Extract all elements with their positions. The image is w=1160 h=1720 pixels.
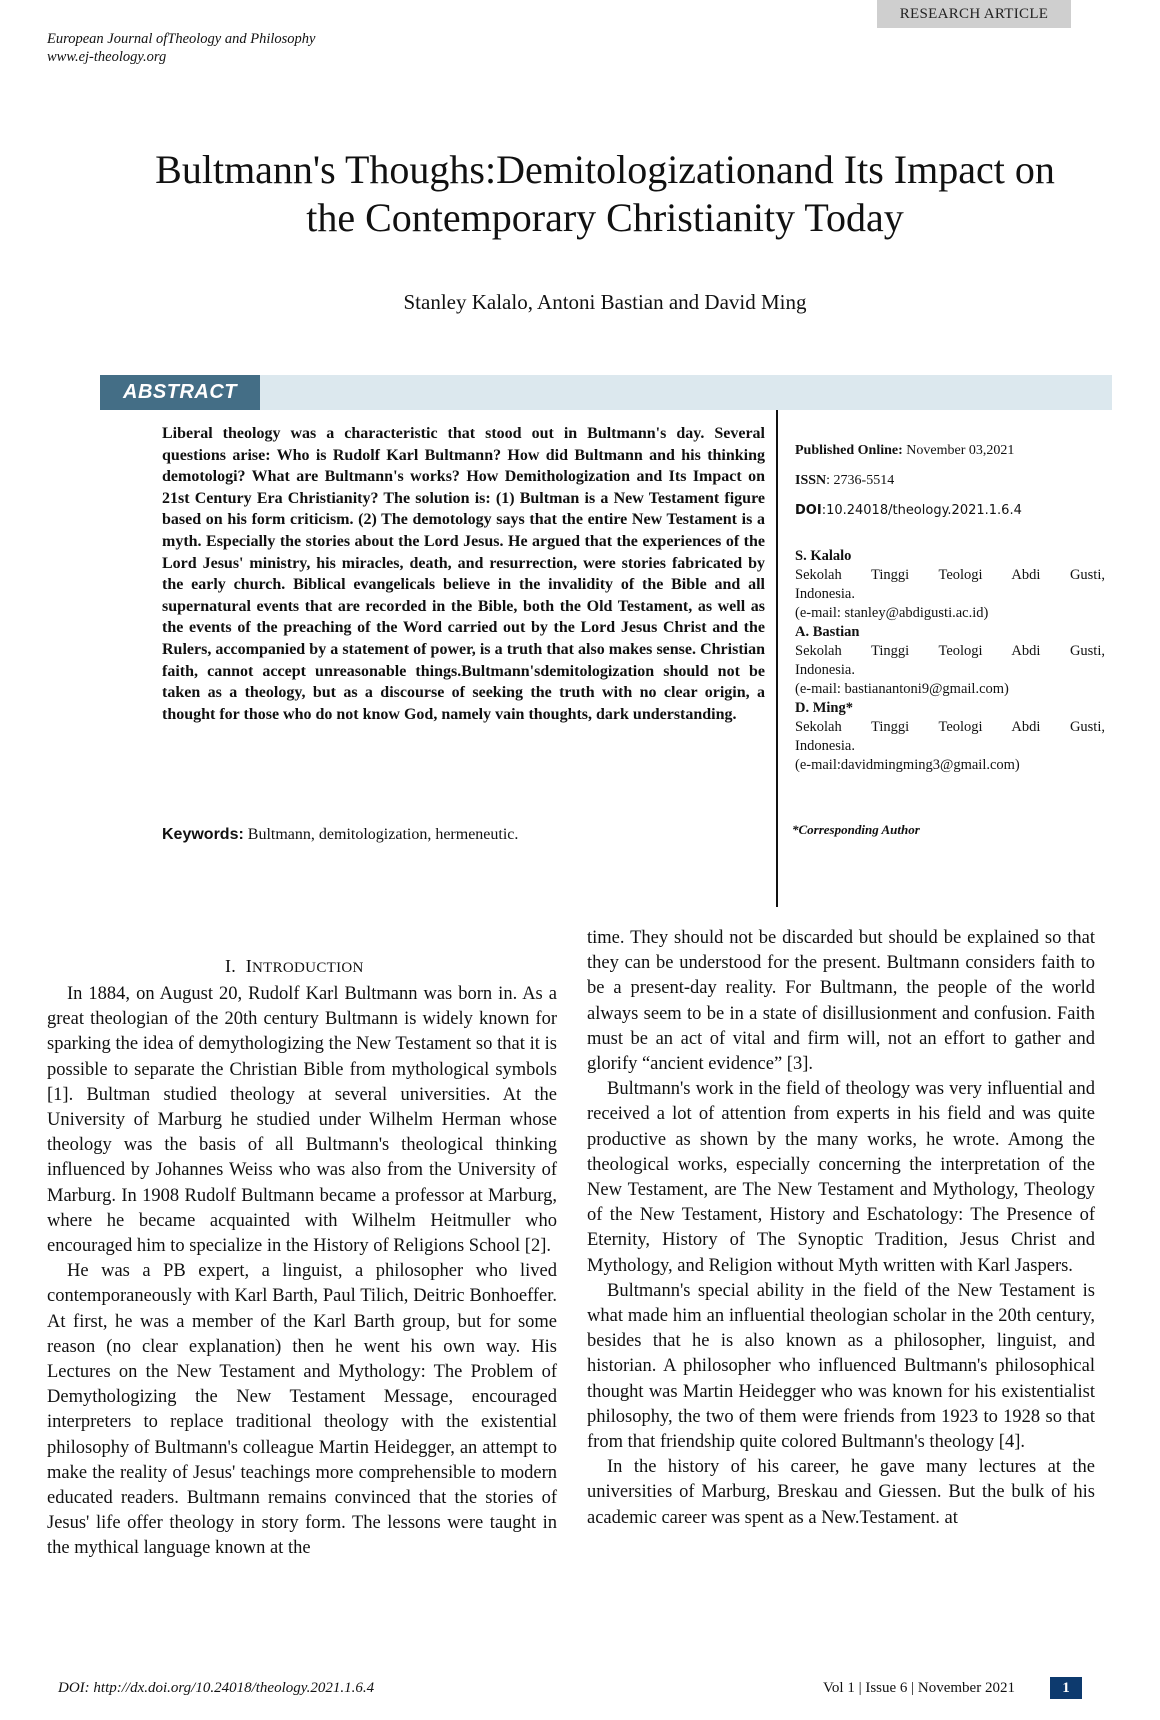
affiliation-institution: Sekolah Tinggi Teologi Abdi Gusti, [795, 643, 1105, 659]
paragraph: Bultmann's work in the field of theology was very influential and received a lot of attention from experts in his field and was quite productive as shown by the many works, he wrote. Among the theological works, especially concerning the interpretation of the New Testament, are The New Testament and Mythology, Theology of the New Testament, History and Eschatology: The Presence of Eternity, History of The Synoptic Tradition, Jesus Christ and Mythology, and Religion without Myth written with Karl Jaspers. [587, 1079, 1095, 1276]
affiliation-country: Indonesia. [795, 662, 855, 678]
published-value: November 03,2021 [906, 443, 1015, 458]
affiliation-name: A. Bastian [795, 624, 860, 640]
affiliation-1 [795, 547, 1105, 623]
affiliation-country: Indonesia. [795, 586, 855, 602]
title-line-2: the Contemporary Christianity Today [306, 195, 904, 240]
abstract-text: Liberal theology was a characteristic that stood out in Bultmann's day. Several questions arise: Who is Rudolf Karl Bultmann? How did Bultmann and his thinking demotologi? What are Bultmann's works? How Demithologization and Its Impact on 21st Century Era Christianity? The solution is: (1) Bultman is a New Testament figure based on his form criticism. (2) The demotology says that the entire New Testament is a myth. Especially the stories about the Lord Jesus. He argued that the experiences of the Lord Jesus' ministry, his miracles, death, and resurrection, were stories fabricated by the early church. Biblical evangelicals believe in the invalidity of the Bible and all supernatural events that are recorded in the Bible, both the Old Testament, as well as the events of the preaching of the Word carried out by the Lord Jesus Christ and the Rulers, accompanied by a statement of power, is a truth that also makes sense. Christian faith, cannot accept unreasonable things.Bultmann'sdemitologization should not be taken as a theology, but as a discourse of seeking the truth with no clear origin, a thought for those who do not know God, namely vain thoughts, dark understanding. [162, 425, 765, 723]
affiliation-3 [795, 699, 1105, 775]
doi-label: DOI [795, 503, 822, 518]
right-column [587, 926, 1095, 1531]
issn [795, 471, 1105, 491]
article-meta [795, 441, 1105, 775]
published-online [795, 441, 1105, 461]
affiliation-2 [795, 623, 1105, 699]
section-title-rest: NTRODUCTION [252, 960, 364, 976]
paragraph: Bultmann's special ability in the field of the New Testament is what made him an influential theologian scholar in the 20th century, besides that he is also known as a philosopher, linguist, and historian. A philosopher who influenced Bultmann's philosophical thought was Martin Heidegger who was known for his existentialist philosophy, the two of them were friends from 1923 to 1928 so that from that friendship quite colored Bultmann's theology [4]. [587, 1280, 1095, 1453]
paragraph: He was a PB expert, a linguist, a philosopher who lived contemporaneously with Karl Barth, Paul Tilich, Deitric Bonhoeffer. At first, he was a member of the Karl Barth group, but for some reason (no clear explanation) then he went his own way. His Lectures on the New Testament and Mythology: The Problem of Demythologizing the New Testament Message, encouraged interpreters to replace traditional theology with the existential philosophy of Bultmann's colleague Martin Heidegger, an attempt to make the reality of Jesus' teachings more comprehensible to modern educated readers. Bultmann remains convinced that the stories of Jesus' life offer theology in story form. The lessons were taught in the mythical language known at the [47, 1261, 557, 1559]
title-line-1: Bultmann's Thoughs:Demitologizationand Its Impact on [155, 147, 1055, 192]
doi-value: :10.24018/theology.2021.1.6.4 [821, 503, 1022, 518]
section-heading [225, 956, 364, 977]
left-column [47, 982, 557, 1562]
affiliation-institution: Sekolah Tinggi Teologi Abdi Gusti, [795, 567, 1105, 583]
issn-label: ISSN [795, 473, 827, 488]
affiliation-country: Indonesia. [795, 738, 855, 754]
article-type-badge: RESEARCH ARTICLE [877, 0, 1071, 28]
footer-doi[interactable]: DOI: http://dx.doi.org/10.24018/theology.2021.1.6.4 [58, 1680, 375, 1696]
affiliation-email[interactable]: (e-mail: bastianantoni9@gmail.com) [795, 681, 1009, 697]
abstract-label: ABSTRACT [100, 375, 260, 410]
footer-volume-issue: Vol 1 | Issue 6 | November 2021 [823, 1680, 1015, 1696]
section-number: I. [225, 956, 237, 976]
paragraph: In 1884, on August 20, Rudolf Karl Bultmann was born in. As a great theologian of the 20th century Bultmann is widely known for sparking the idea of demythologizing the New Testament so that it is possible to separate the Christian Bible from mythological symbols [1]. Bultman studied theology at several universities. At the University of Marburg he studied under Wilhelm Herman whose theology was the basis of all Bultmann's theological thinking influenced by Johannes Weiss who was also from the University of Marburg. In 1908 Rudolf Bultmann became a professor at Marburg, where he became acquainted with Wilhelm Heitmuller who encouraged him to specialize in the History of Religions School [2]. [47, 984, 557, 1257]
keywords [162, 826, 518, 844]
paragraph: time. They should not be discarded but should be explained so that they can be understood for the present. Bultmann considers faith to be a present-day reality. For Bultmann, the people of the world always seem to be in a state of disillusionment and confusion. Faith must be an act of vital and firm will, not an effort to gather and glorify “ancient evidence” [3]. [587, 928, 1095, 1075]
doi [795, 501, 1105, 521]
column-divider [776, 410, 778, 907]
issn-value: : 2736-5514 [826, 473, 895, 488]
keywords-list: Bultmann, demitologization, hermeneutic. [247, 826, 519, 843]
journal-header [47, 30, 316, 66]
paragraph: In the history of his career, he gave many lectures at the universities of Marburg, Breskau and Giessen. But the bulk of his academic career was spent as a New.Testament. at [587, 1457, 1095, 1528]
published-label: Published Online: [795, 443, 903, 458]
affiliation-institution: Sekolah Tinggi Teologi Abdi Gusti, [795, 719, 1105, 735]
journal-name: European Journal ofTheology and Philosophy [47, 31, 316, 47]
affiliation-email[interactable]: (e-mail:davidmingming3@gmail.com) [795, 757, 1020, 773]
keywords-label: Keywords: [162, 826, 244, 843]
page-number: 1 [1050, 1677, 1082, 1699]
affiliation-name: D. Ming* [795, 700, 853, 716]
paper-title [80, 146, 1130, 242]
affiliation-name: S. Kalalo [795, 548, 852, 564]
section-first-letter: I [245, 956, 253, 976]
journal-url[interactable]: www.ej-theology.org [47, 49, 167, 65]
corresponding-author-note: *Corresponding Author [792, 822, 920, 837]
author-list: Stanley Kalalo, Antoni Bastian and David Ming [403, 290, 807, 314]
affiliation-email[interactable]: (e-mail: stanley@abdigusti.ac.id) [795, 605, 989, 621]
